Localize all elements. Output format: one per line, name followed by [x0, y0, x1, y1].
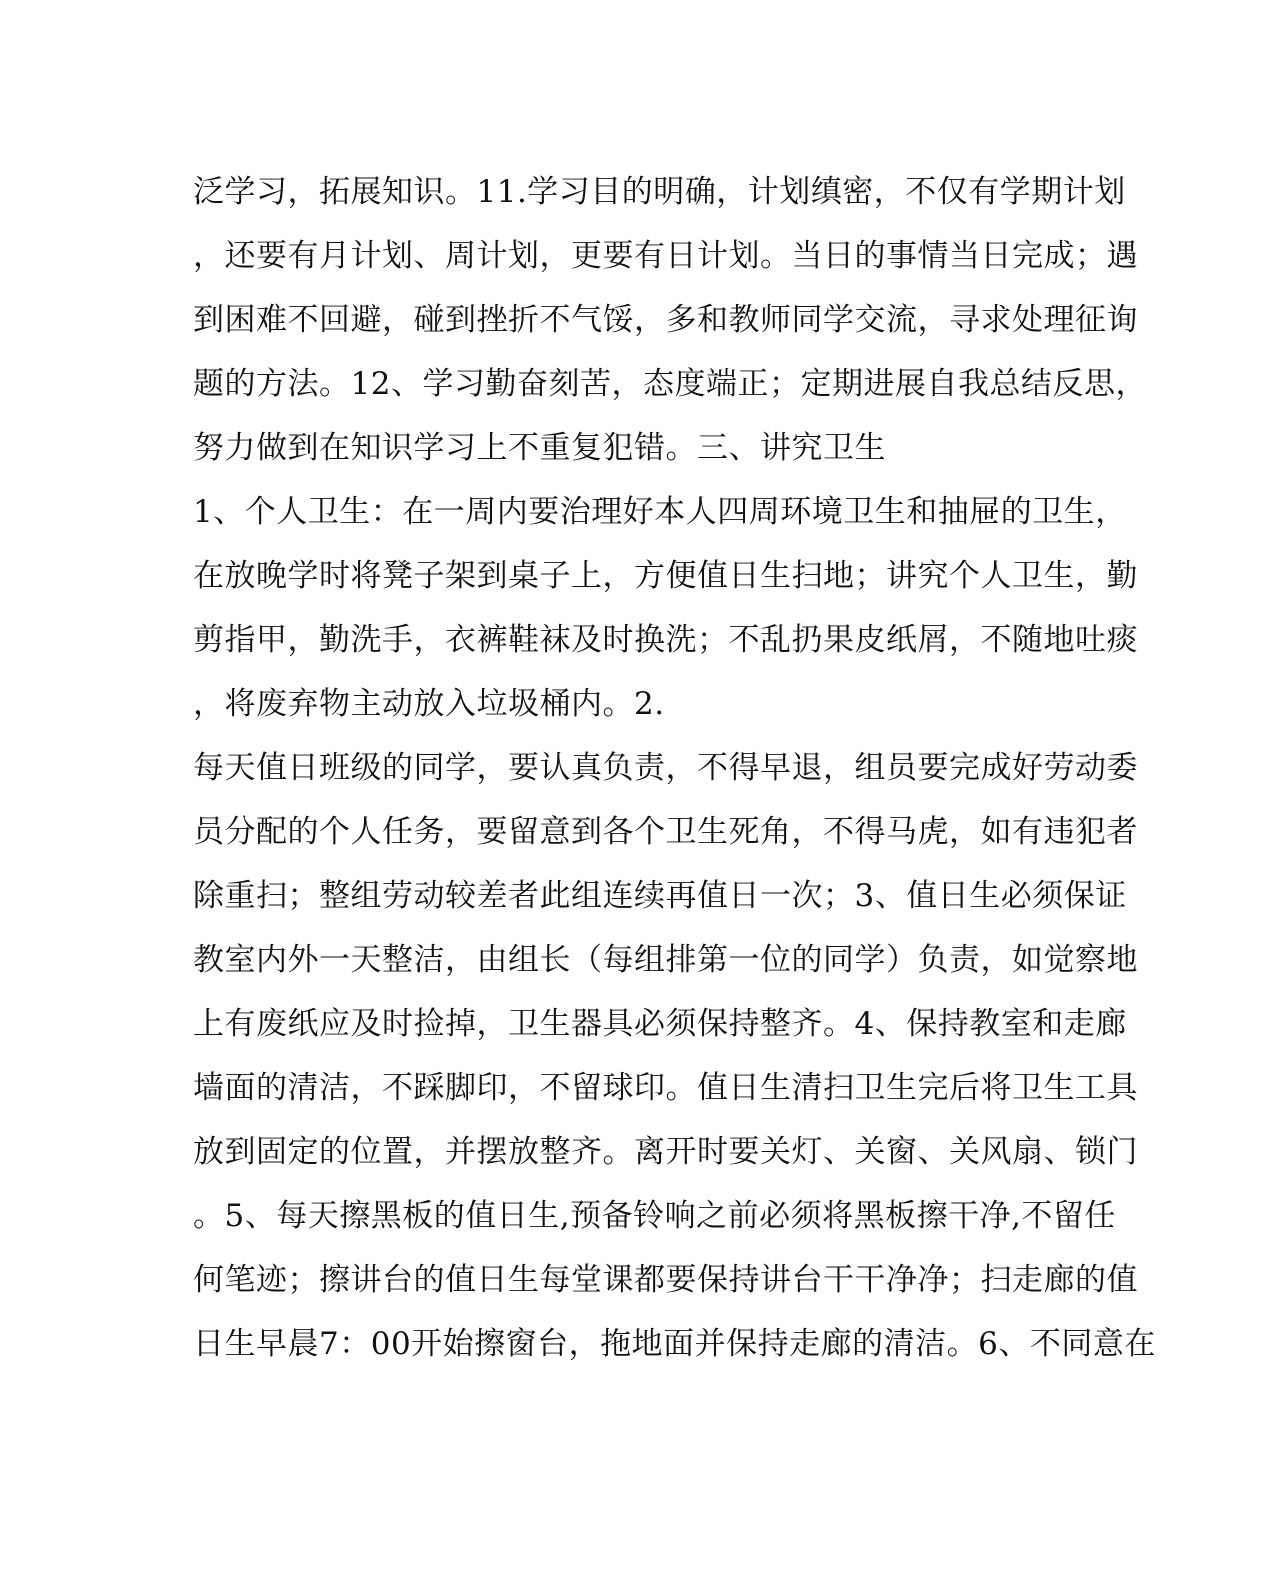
text-line: 在放晚学时将凳子架到桌子上，方便值日生扫地；讲究个人卫生，勤 [193, 558, 1138, 594]
text-line: 教室内外一天整洁，由组长（每组排第一位的同学）负责，如觉察地 [193, 942, 1138, 978]
text-line: 努力做到在知识学习上不重复犯错。三、讲究卫生 [193, 430, 886, 466]
text-line: 。5、每天擦黑板的值日生,预备铃响之前必须将黑板擦干净,不留任 [193, 1198, 1116, 1234]
text-line: 剪指甲，勤洗手，衣裤鞋袜及时换洗；不乱扔果皮纸屑，不随地吐痰 [193, 622, 1138, 658]
text-line: 泛学习，拓展知识。11.学习目的明确，计划缜密，不仅有学期计划 [193, 174, 1126, 210]
text-line: 除重扫；整组劳动较差者此组连续再值日一次；3、值日生必须保证 [193, 878, 1127, 914]
text-line: 墙面的清洁，不踩脚印，不留球印。值日生清扫卫生完后将卫生工具 [193, 1070, 1138, 1106]
text-line: 员分配的个人任务，要留意到各个卫生死角，不得马虎，如有违犯者 [193, 814, 1138, 850]
text-line: 每天值日班级的同学，要认真负责，不得早退，组员要完成好劳动委 [193, 750, 1138, 786]
text-line: 何笔迹；擦讲台的值日生每堂课都要保持讲台干干净净；扫走廊的值 [193, 1262, 1138, 1298]
text-line: 到困难不回避，碰到挫折不气馁，多和教师同学交流，寻求处理征询 [193, 302, 1138, 338]
text-line: 上有废纸应及时捡掉，卫生器具必须保持整齐。4、保持教室和走廊 [193, 1006, 1127, 1042]
text-line: 日生早晨7：00开始擦窗台，拖地面并保持走廊的清洁。6、不同意在 [193, 1326, 1156, 1362]
text-line: ，将废弃物主动放入垃圾桶内。2. [193, 686, 665, 722]
text-line: ，还要有月计划、周计划，更要有日计划。当日的事情当日完成；遇 [193, 238, 1138, 274]
body-text [193, 160, 1156, 1376]
text-line: 1、个人卫生：在一周内要治理好本人四周环境卫生和抽屉的卫生， [193, 494, 1127, 530]
text-line: 题的方法。12、学习勤奋刻苦，态度端正；定期进展自我总结反思， [193, 366, 1147, 402]
text-line: 放到固定的位置，并摆放整齐。离开时要关灯、关窗、关风扇、锁门 [193, 1134, 1138, 1170]
